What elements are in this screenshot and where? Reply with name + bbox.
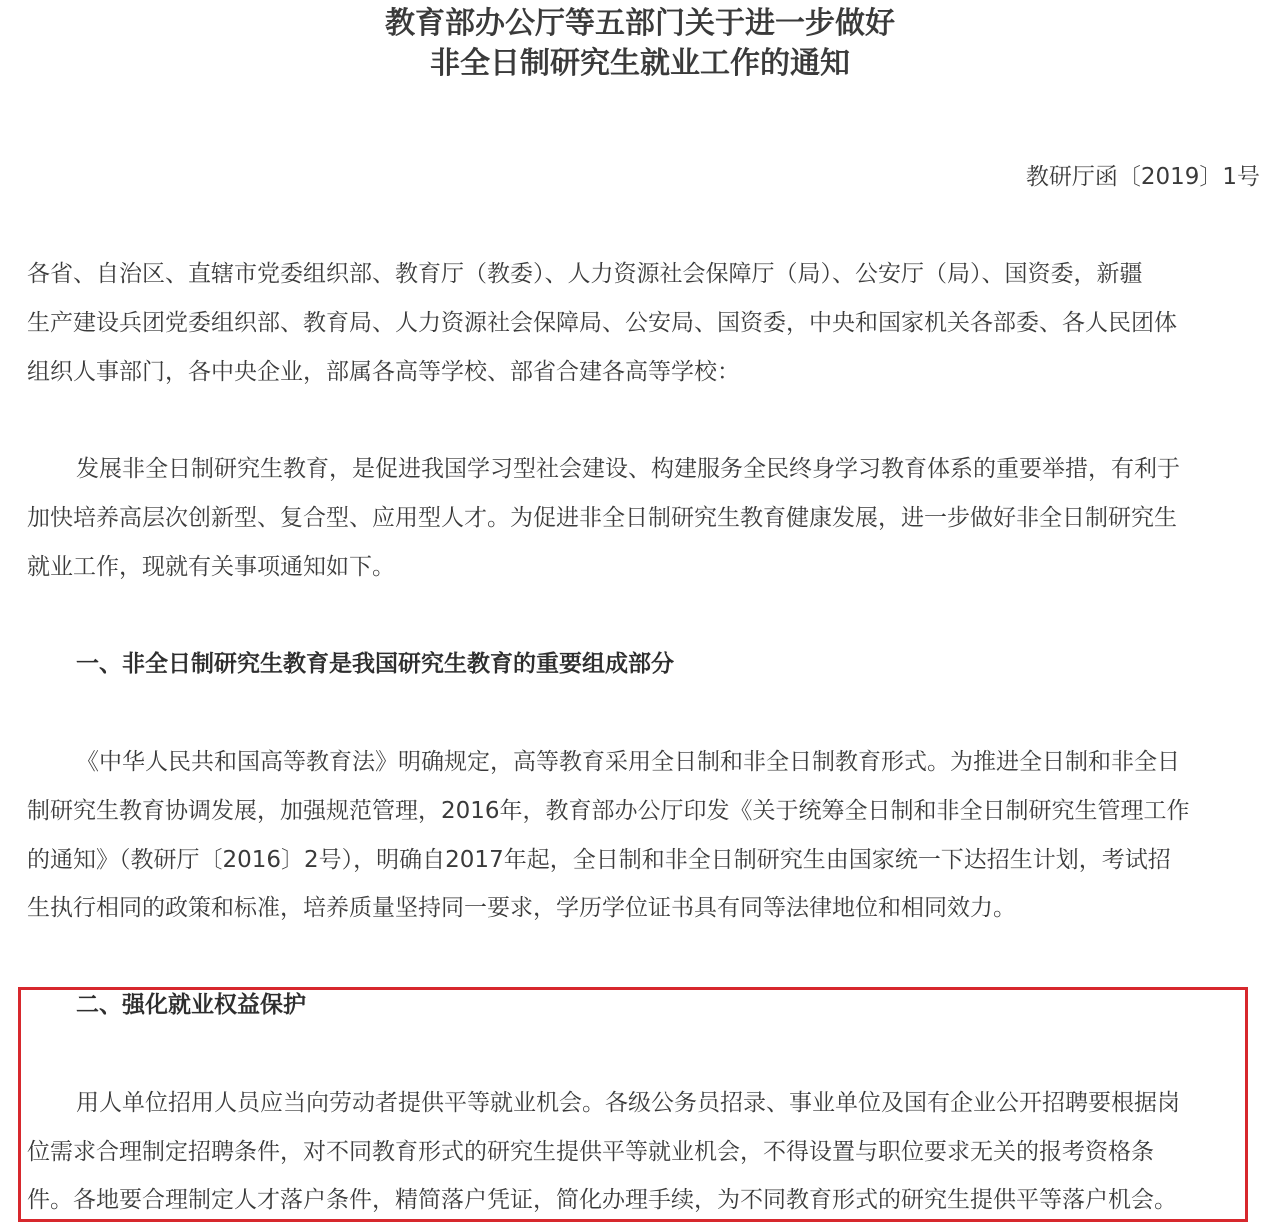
section-2-heading: 二、强化就业权益保护 bbox=[76, 992, 306, 1018]
section-1-heading: 一、非全日制研究生教育是我国研究生教育的重要组成部分 bbox=[76, 651, 674, 677]
document-title-line-1: 教育部办公厅等五部门关于进一步做好 bbox=[385, 6, 895, 41]
document-title-line-2: 非全日制研究生就业工作的通知 bbox=[430, 46, 850, 81]
section-2-line-3: 件。各地要合理制定人才落户条件，精简落户凭证，简化办理手续，为不同教育形式的研究生提供平等落户机会。 bbox=[27, 1187, 1177, 1213]
section-1-line-3: 的通知》（教研厅〔2016〕2号），明确自2017年起，全日制和非全日制研究生由国家统一下达招生计划，考试招 bbox=[27, 847, 1171, 873]
addressee-line-3: 组织人事部门，各中央企业，部属各高等学校、部省合建各高等学校： bbox=[27, 359, 740, 385]
addressee-line-1: 各省、自治区、直辖市党委组织部、教育厅（教委）、人力资源社会保障厅（局）、公安厅（局）、国资委，新疆 bbox=[27, 261, 1143, 287]
addressee-line-2: 生产建设兵团党委组织部、教育局、人力资源社会保障局、公安局、国资委，中央和国家机关各部委、各人民团体 bbox=[27, 310, 1177, 336]
section-1-line-2: 制研究生教育协调发展，加强规范管理，2016年，教育部办公厅印发《关于统筹全日制和非全日制研究生管理工作 bbox=[27, 798, 1190, 824]
document-number: 教研厅函〔2019〕1号 bbox=[1025, 164, 1260, 190]
section-1-line-1: 《中华人民共和国高等教育法》明确规定，高等教育采用全日制和非全日制教育形式。为推进全日制和非全日 bbox=[76, 749, 1180, 775]
intro-line-2: 加快培养高层次创新型、复合型、应用型人才。为促进非全日制研究生教育健康发展，进一步做好非全日制研究生 bbox=[27, 505, 1177, 531]
intro-line-3: 就业工作，现就有关事项通知如下。 bbox=[27, 554, 395, 580]
section-2-line-2: 位需求合理制定招聘条件，对不同教育形式的研究生提供平等就业机会，不得设置与职位要求无关的报考资格条 bbox=[27, 1139, 1154, 1165]
intro-line-1: 发展非全日制研究生教育，是促进我国学习型社会建设、构建服务全民终身学习教育体系的重要举措，有利于 bbox=[76, 456, 1180, 482]
section-1-line-4: 生执行相同的政策和标准，培养质量坚持同一要求，学历学位证书具有同等法律地位和相同效力。 bbox=[27, 895, 1016, 921]
section-2-line-1: 用人单位招用人员应当向劳动者提供平等就业机会。各级公务员招录、事业单位及国有企业公开招聘要根据岗 bbox=[76, 1090, 1180, 1116]
